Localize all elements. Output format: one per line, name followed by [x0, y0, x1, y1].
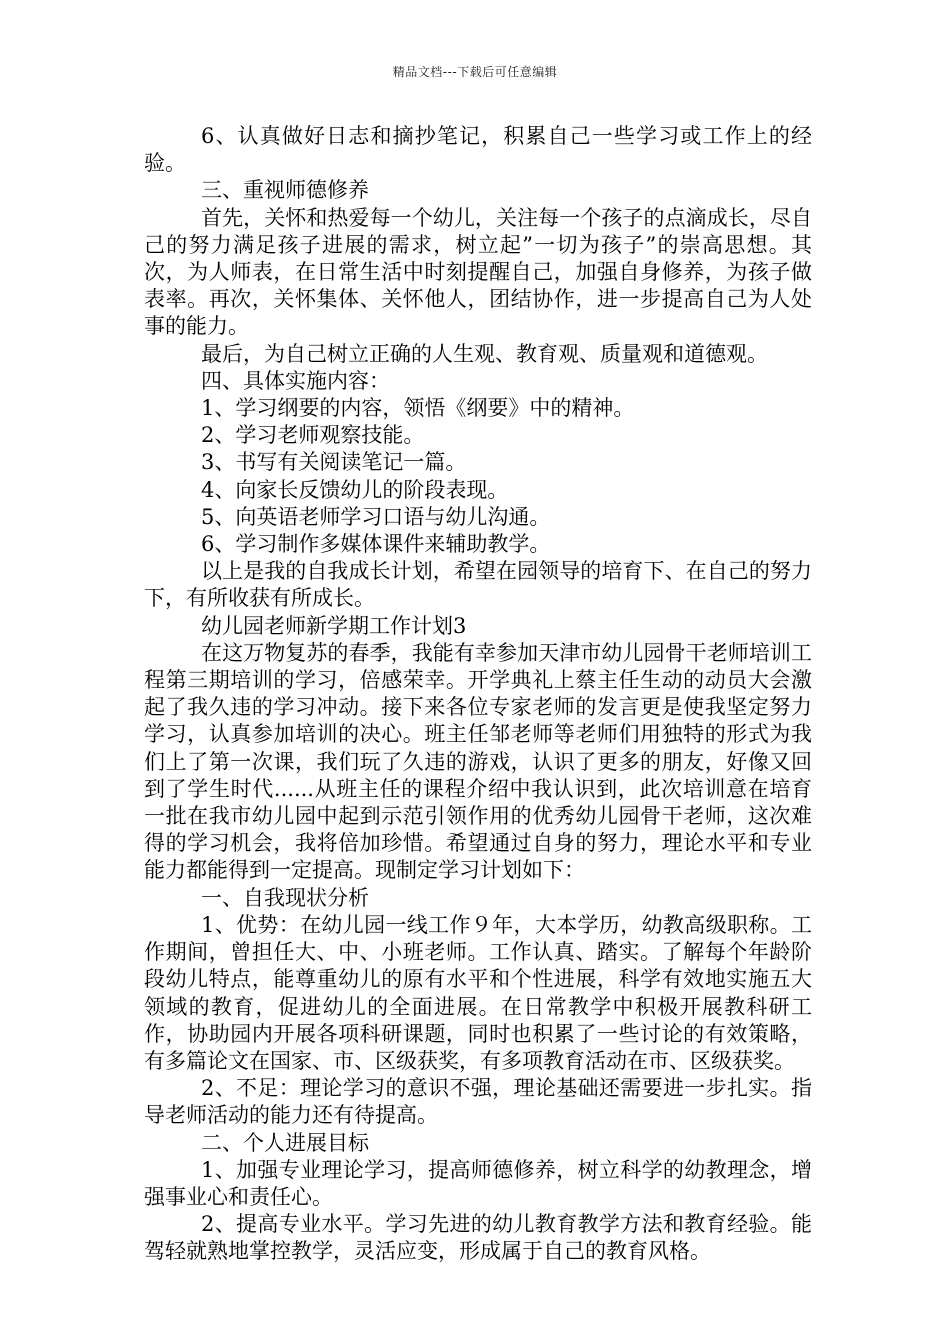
list-item: 6、学习制作多媒体课件来辅助教学。 — [201, 532, 551, 557]
paragraph: 2、提高专业水平。学习先进的幼儿教育教学方法和教育经验。能驾轻就熟地掌控教学，灵活应变，形成属于自己的教育风格。 — [144, 1212, 812, 1264]
paragraph: 2、不足：理论学习的意识不强，理论基础还需要进一步扎实。指导老师活动的能力还有待提高。 — [144, 1076, 812, 1128]
list-item: 5、向英语老师学习口语与幼儿沟通。 — [201, 504, 551, 529]
paragraph: 最后，为自己树立正确的人生观、教育观、质量观和道德观。 — [201, 341, 768, 366]
document-title: 幼儿园老师新学期工作计划3 — [201, 613, 467, 638]
paragraph: 在这万物复苏的春季，我能有幸参加天津市幼儿园骨干老师培训工程第三期培训的学习，倍感荣幸。开学典礼上蔡主任生动的动员大会激起了我久违的学习冲动。接下来各位专家老师的发言更是使我坚定努力学习，认真参加培训的决心。班主任邹老师等老师们用独特的形式为我们上了第一次课，我们玩了久违的游戏，认识了更多的朋友，好像又回到了学生时代......从班主任的课程介绍中我认识到，此次培训意在培育一批在我市幼儿园中起到示范引领作用的优秀幼儿园骨干老师，这次难得的学习机会，我将倍加珍惜。希望通过自身的努力，理论水平和专业能力都能得到一定提高。现制定学习计划如下： — [144, 640, 812, 883]
section-heading: 三、重视师德修养 — [201, 178, 369, 203]
list-item: 2、学习老师观察技能。 — [201, 423, 425, 448]
list-item: 1、学习纲要的内容，领悟《纲要》中的精神。 — [201, 396, 635, 421]
page-header: 精品文档---下载后可任意编辑 — [392, 65, 558, 79]
section-heading: 四、具体实施内容： — [201, 368, 390, 393]
section-heading: 一、自我现状分析 — [201, 885, 369, 910]
section-heading: 二、个人进展目标 — [201, 1130, 369, 1155]
paragraph: 1、优势：在幼儿园一线工作９年，大本学历，幼教高级职称。工作期间，曾担任大、中、小班老师。工作认真、踏实。了解每个年龄阶段幼儿特点，能尊重幼儿的原有水平和个性进展，科学有效地实施五大领域的教育，促进幼儿的全面进展。在日常教学中积极开展教科研工作，协助园内开展各项科研课题，同时也积累了一些讨论的有效策略，有多篇论文在国家、市、区级获奖，有多项教育活动在市、区级获奖。 — [144, 912, 812, 1073]
list-item: 3、书写有关阅读笔记一篇。 — [201, 450, 467, 475]
list-item: 4、向家长反馈幼儿的阶段表现。 — [201, 477, 509, 502]
paragraph: 6、认真做好日志和摘抄笔记，积累自己一些学习或工作上的经验。 — [144, 124, 812, 176]
paragraph: 首先，关怀和热爱每一个幼儿，关注每一个孩子的点滴成长，尽自己的努力满足孩子进展的需求，树立起”一切为孩子”的崇高思想。其次，为人师表，在日常生活中时刻提醒自己，加强自身修养，为孩子做表率。再次，关怀集体、关怀他人，团结协作，进一步提高自己为人处事的能力。 — [144, 205, 812, 339]
paragraph: 以上是我的自我成长计划，希望在园领导的培育下、在自己的努力下，有所收获有所成长。 — [144, 559, 812, 611]
document-body — [144, 123, 812, 1266]
paragraph: 1、加强专业理论学习，提高师德修养，树立科学的幼教理念，增强事业心和责任心。 — [144, 1157, 812, 1209]
